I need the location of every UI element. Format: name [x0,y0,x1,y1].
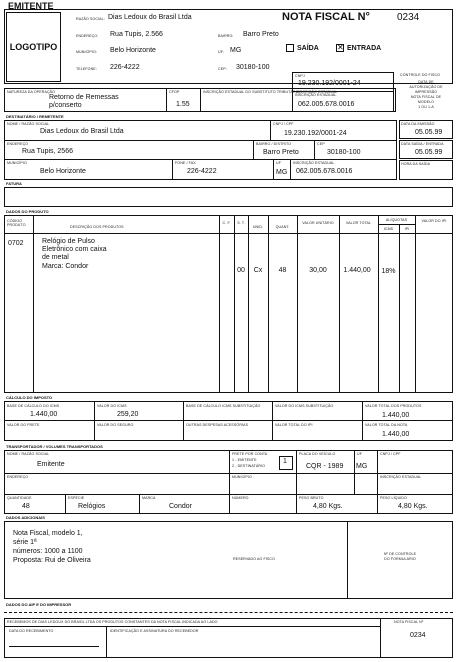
col-line-5 [268,215,269,393]
telefone-value: 226-4222 [110,64,140,71]
col-line-4 [248,215,249,393]
imp-v4 [362,401,363,441]
tr-v8 [296,494,297,514]
col-line-2 [219,215,220,393]
endereco-value: Rua Tupis, 2.566 [110,31,163,38]
tr-frete-value: 1 [283,458,287,465]
dest-v1 [270,120,271,140]
valor-subst-label: VALOR DO ICMS SUBSTITUIÇÃO [275,404,334,408]
tr-peso-liquido-value: 4,80 Kgs. [398,503,428,510]
col-total: VALOR TOTAL [345,221,372,225]
fisco-text-0: DATA DE [418,80,434,84]
fisco-text-1: AUTORIZAÇÃO DE [409,85,443,89]
assinatura-label: IDENTIFICAÇÃO E ASSINATURA DO RECEBEDOR [110,629,199,633]
col-icms: ICMS [383,227,394,231]
col-cf: C. F. [222,221,231,225]
dest-endereco-label: ENDEREÇO [7,142,29,146]
ie-label: INSCRIÇÃO ESTADUAL [295,93,337,97]
total-produtos-label: VALOR TOTAL DOS PRODUTOS [365,404,422,408]
col-ipi: IPI [404,227,410,231]
dest-cnpj-value: 19.230.192/0001-24 [284,130,347,137]
adicionais-title: DADOS ADICIONAIS [6,515,45,520]
dest-cnpj-label: CNPJ / CPF [273,122,294,126]
check-mark-icon: ✕ [337,43,344,52]
tr-marca-value: Condor [169,503,192,510]
cep-value: 30180-100 [236,64,270,71]
base-subst-label: BASE DE CÁLCULO ICMS SUBSTITUIÇÃO [186,404,261,408]
tr-frete-op1: 1 - EMITENTE [232,458,257,462]
base-icms-label: BASE DE CÁLCULO DO ICMS [7,404,60,408]
col-descricao: DESCRIÇÃO DOS PRODUTOS [70,225,124,229]
dest-endereco-value: Rua Tupis, 2566 [22,148,73,155]
item-quant: 48 [278,267,287,274]
ie-subst-label: INSCRIÇÃO ESTADUAL DO SUBSTITUTO TRIBUTÁRIO [203,90,300,94]
canhoto-v1 [380,618,381,658]
fisco-text-4: MODELO [417,100,435,104]
produtos-header-line [4,233,453,234]
dest-cep-value: 30180-100 [327,149,361,156]
col-line-10 [415,215,416,393]
saida-date-label: DATA SAÍDA / ENTRADA [401,142,444,146]
dashed-cut-line [4,612,453,613]
item-unid: Cx [253,267,263,274]
reservado-label: RESERVADO AO FISCO [233,557,276,561]
data-recebimento-label: DATA DO RECEBIMENTO [9,629,54,633]
item-unit: 30,00 [309,267,327,274]
imp-v3 [272,401,273,441]
canhoto-h1 [4,626,380,627]
tr-frete-op2: 2 - DESTINATÁRIO [232,464,266,468]
dest-ie-label: INSCRIÇÃO ESTADUAL [293,161,335,165]
razao-social-value: Dias Ledoux do Brasil Ltda [108,14,192,21]
dest-v4 [172,159,173,180]
tr-especie-value: Relógios [78,503,106,510]
dest-ie-value: 062.005.678.0016 [296,168,353,175]
natureza-label: NATUREZA DA OPERAÇÃO [7,90,56,94]
razao-social-label: RAZÃO SOCIAL: [76,17,105,21]
tr-v7 [229,494,230,514]
tr-cnpj-label: CNPJ / CPF [380,452,401,456]
seguro-label: VALOR DO SEGURO [97,423,134,427]
tr-v2 [296,450,297,494]
dest-v5 [273,159,274,180]
tr-ie-label: INSCRIÇÃO ESTADUAL [380,475,422,479]
tr-numero-label: NÚMERO [232,496,249,500]
produtos-title: DADOS DO PRODUTO [6,209,49,214]
uf-label: UF: [218,50,225,54]
col-st: S. T. [237,221,245,225]
item-descricao-1: Eletrônico com caixa [42,246,107,253]
tr-endereco-label: ENDEREÇO [7,475,29,479]
tr-v4 [377,450,378,494]
cnpj-value: 19.230.192/0001-24 [298,80,361,87]
valor-icms-label: VALOR DO ICMS [97,404,127,408]
recebemos-label: RECEBEMOS DE DIAS LEDOUX DO BRASIL LTDA OS PRODUTOS CONSTANTES DA NOTA FISCAL INDICADA AO LADO [7,620,218,624]
dest-cep-label: CEP [317,142,325,146]
frete-label: VALOR DO FRETE [7,423,40,427]
dest-uf-value: MG [276,169,288,176]
nf-title: NOTA FISCAL N° [282,11,370,23]
col-unit: VALOR UNITÁRIO [302,221,334,225]
data-recebimento-line[interactable] [9,646,99,647]
tr-peso-bruto-value: 4,80 Kgs. [313,503,343,510]
item-icms: 18% [381,268,396,275]
total-nota-value: 1.440,00 [382,431,410,438]
tr-frete-label: FRETE POR CONTA [232,452,268,456]
tr-marca-label: MARCA [142,496,156,500]
item-descricao-2: de metal [42,254,69,261]
bairro-label: BAIRRO: [218,34,234,38]
dest-uf-label: UF [276,161,281,165]
tr-placa-value: CQR - 1989 [306,463,344,470]
fatura-title: FATURA [6,181,22,186]
dest-municipio-value: Belo Horizonte [40,168,86,175]
bairro-value: Barro Preto [243,31,279,38]
canhoto-v2 [106,626,107,658]
dest-municipio-label: MUNICÍPIO [7,161,27,165]
aliq-sub-line [378,224,415,225]
col-unid: UNID. [252,225,264,229]
tr-v6 [139,494,140,514]
item-descricao-3: Marca: Condor [42,263,89,270]
saida-date-value: 05.05.99 [415,149,443,156]
item-st: 00 [237,267,245,274]
canhoto-nf-number: 0234 [410,632,426,639]
col-quant: QUANT. [275,225,290,229]
tr-quantidade-value: 48 [22,503,30,510]
outras-label: OUTRAS DESPESAS ACESSÓRIAS [186,423,249,427]
fisco-text-3: NOTA FISCAL DE [410,95,442,99]
tr-peso-bruto-label: PESO BRUTO [299,496,324,500]
ie-emit-label: INSCRIÇÃO ESTADUAL [296,90,338,94]
controle-fisco-label: CONTROLE DO FISCO [400,73,441,77]
municipio-label: MUNICÍPIO: [76,50,97,54]
dest-bairro-label: BAIRRO / DISTRITO [256,142,292,146]
col-line-8 [378,215,379,393]
total-nota-label: VALOR TOTAL DA NOTA [365,423,408,427]
municipio-value: Belo Horizonte [110,47,156,54]
uf-value: MG [230,47,242,54]
col-line-1 [33,215,34,393]
canhoto-box [4,618,453,658]
destinatario-title: DESTINATÁRIO / REMETENTE [6,114,64,119]
op-div-1 [166,88,167,112]
logo-text: LOGOTIPO [9,42,58,52]
fisco-controle-1: DO FORMULÁRIO [384,557,416,561]
adicionais-texto-2: números: 1000 a 1100 [13,548,83,555]
transportador-title: TRANSPORTADOR / VOLUMES TRANSPORTADOS [6,444,103,449]
col-line-7 [339,215,340,393]
col-aliq: ALÍQUOTAS [385,218,408,222]
tr-uf-label: UF [357,452,362,456]
dest-bairro-value: Barro Preto [263,149,299,156]
ie-emit-value: 062.005.678.0016 [298,101,355,108]
tr-especie-label: ESPÉCIE [68,496,85,500]
dest-nome-value: Dias Ledoux do Brasil Ltda [40,128,124,135]
impressor-title: DADOS DO AIP E DO IMPRESSOR [6,602,72,607]
tr-municipio-label: MUNICÍPIO [232,475,252,479]
ipi-label: VALOR TOTAL DO IPI [275,423,313,427]
natureza-value: Retorno de Remessas [49,94,119,101]
adicionais-texto-1: série 1ª [13,539,37,546]
imp-h1 [4,420,453,421]
dest-v2 [253,140,254,159]
emitente-title: EMITENTE [8,1,54,11]
hora-label: HORA DA SAÍDA [401,162,431,166]
dest-h2 [4,159,397,160]
imp-v1 [94,401,95,441]
cfop-label: CFOP [169,90,180,94]
adicionais-texto-0: Nota Fiscal, modelo 1, [13,530,83,537]
item-codigo: 0702 [8,240,24,247]
fisco-text-5: 1 OU 1-A [418,105,434,109]
dest-nome-label: NOME / RAZÃO SOCIAL [7,122,50,126]
tr-placa-label: PLACA DO VEÍCULO [299,452,336,456]
tr-v3 [354,450,355,494]
col-line-6 [297,215,298,393]
item-descricao-0: Relógio de Pulso [42,238,95,245]
nf-number: 0234 [397,12,420,23]
ad-v1 [347,521,348,599]
dest-v6 [290,159,291,180]
total-produtos-value: 1.440,00 [382,412,410,419]
tr-quantidade-label: QUANTIDADE [7,496,32,500]
adicionais-texto-3: Proposta: Rui de Oliveira [13,557,91,564]
col-codigo: CÓDIGO PRODUTO [7,219,26,227]
tr-v9 [377,494,378,514]
cnpj-label: CNPJ [295,74,305,78]
col-line-3 [234,215,235,393]
endereco-label: ENDEREÇO: [76,34,99,38]
fisco-controle-0: Nº DE CONTROLE [383,552,417,556]
tr-v1 [229,450,230,494]
tr-v5 [65,494,66,514]
tr-peso-liquido-label: PESO LÍQUIDO [380,496,407,500]
dest-fone-value: 226-4222 [187,168,217,175]
telefone-label: TELEFONE: [76,67,97,71]
fisco-text-2: IMPRESSÃO [414,90,438,94]
base-icms-value: 1.440,00 [30,411,58,418]
emissao-value: 05.05.99 [415,129,443,136]
dest-h1 [4,140,397,141]
col-valor-ipi: VALOR DO IPI [421,219,447,223]
emissao-label: DATA DA EMISSÃO [401,122,435,126]
dest-fone-label: FONE / FAX [175,161,196,165]
canhoto-nf-label: NOTA FISCAL Nº [394,620,424,624]
dest-v3 [314,140,315,159]
fatura-box [4,187,453,207]
cep-label: CEP: [218,67,227,71]
entrada-label: ENTRADA [347,45,382,52]
saida-checkbox[interactable] [286,44,294,52]
col-line-9 [399,224,400,393]
op-div-2 [200,88,201,112]
natureza-value-2: p/conserto [49,102,82,109]
entrada-checkbox[interactable] [336,44,344,52]
valor-icms-value: 259,20 [117,411,139,418]
tr-nome-label: NOME / RAZÃO SOCIAL [7,452,50,456]
cfop-value: 1.55 [176,101,190,108]
imposto-title: CÁLCULO DO IMPOSTO [6,395,53,400]
saida-label: SAÍDA [297,45,319,52]
tr-nome-value: Emitente [37,461,65,468]
imp-v2 [183,401,184,441]
item-total: 1.440,00 [343,267,371,274]
tr-uf-value: MG [356,463,368,470]
